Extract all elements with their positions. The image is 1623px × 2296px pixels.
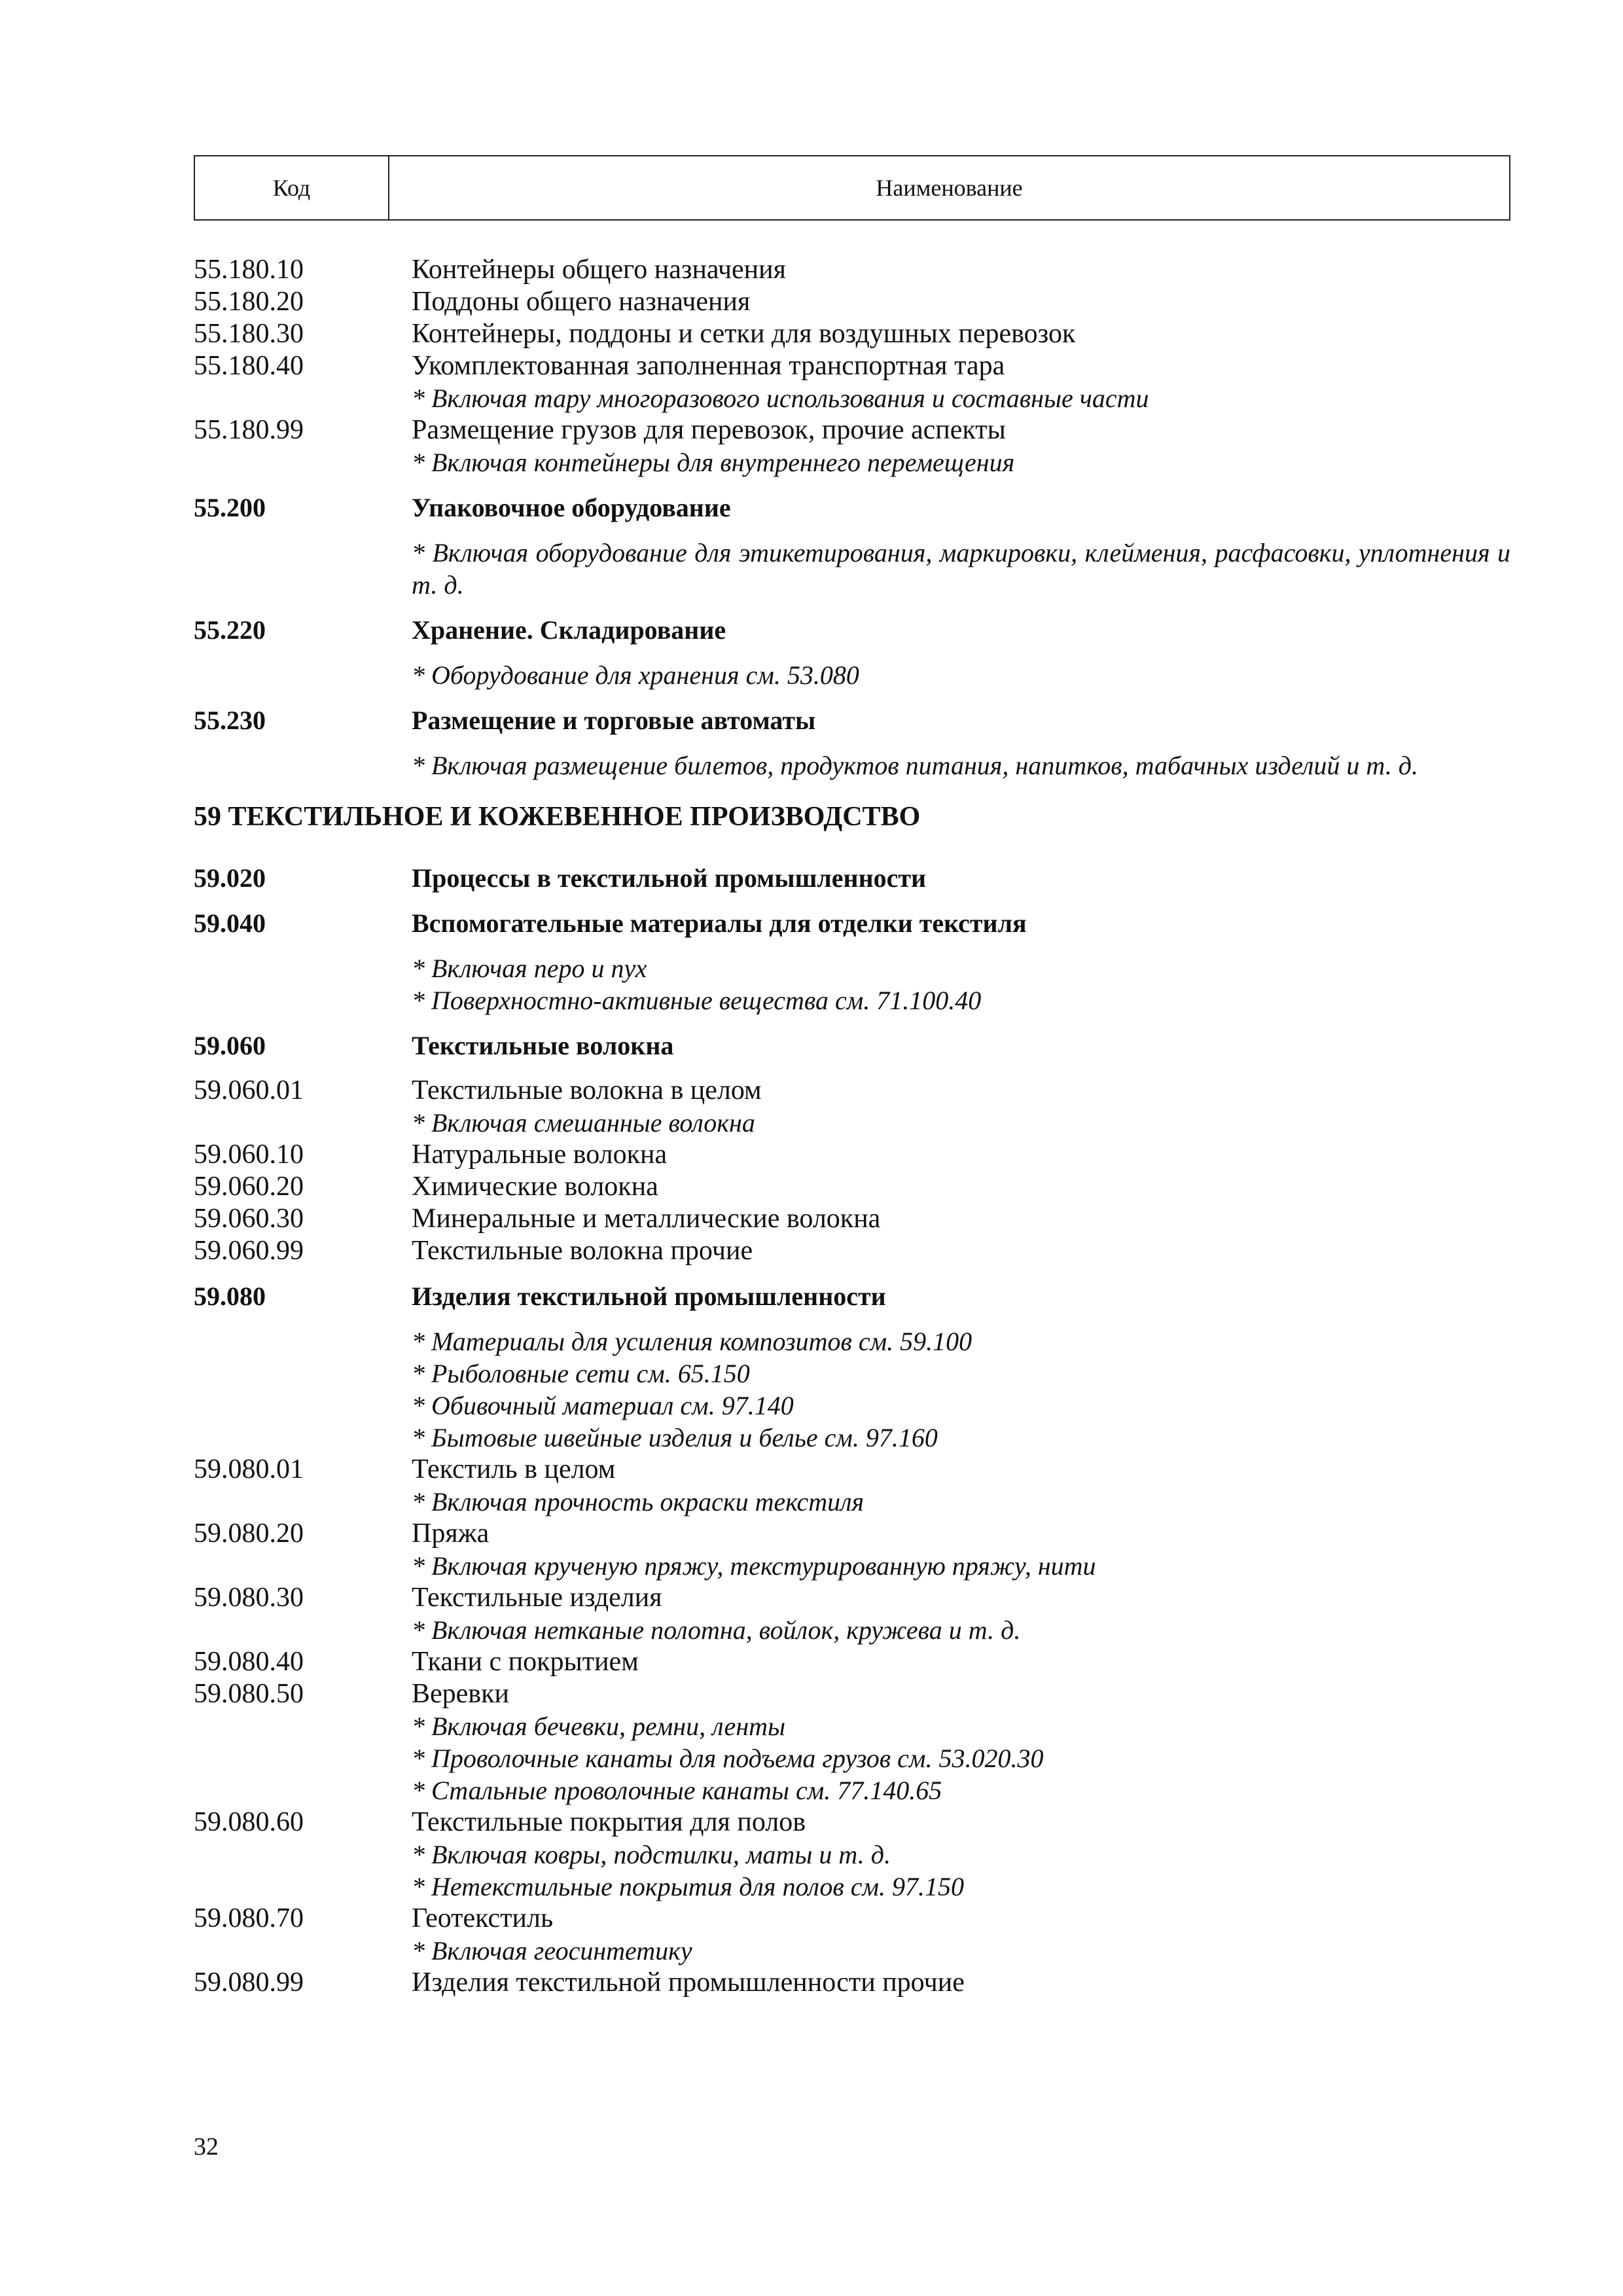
group-heading: 55.230 Размещение и торговые автоматы xyxy=(194,706,816,735)
note: * Включая бечевки, ремни, ленты xyxy=(412,1712,786,1741)
list-item: 59.080.70 Геотекстиль xyxy=(194,1903,554,1933)
note: * Оборудование для хранения см. 53.080 xyxy=(412,660,859,690)
note: * Поверхностно-активные вещества см. 71.100.40 xyxy=(412,986,982,1015)
group-heading: 55.200 Упаковочное оборудование xyxy=(194,493,731,522)
group-heading: 59.060 Текстильные волокна xyxy=(194,1031,674,1060)
note: * Включая оборудование для этикетирования, маркировки, клеймения, расфасовки, уплотнения и т. д. xyxy=(412,538,1510,600)
list-item: 59.060.30 Минеральные и металлические волокна xyxy=(194,1204,881,1234)
group-heading: 59.080 Изделия текстильной промышленности xyxy=(194,1282,886,1311)
section-title: 59 ТЕКСТИЛЬНОЕ И КОЖЕВЕННОЕ ПРОИЗВОДСТВО xyxy=(194,802,921,832)
group-heading: 55.220 Хранение. Складирование xyxy=(194,615,726,645)
note: * Включая прочность окраски текстиля xyxy=(412,1487,865,1516)
note: * Включая геосинтетику xyxy=(412,1936,692,1965)
classification-list xyxy=(194,254,1510,1999)
note: * Включая размещение билетов, продуктов питания, напитков, табачных изделий и т. д. xyxy=(412,751,1419,780)
list-item: 59.060.99 Текстильные волокна прочие xyxy=(194,1236,753,1266)
note: * Включая нетканые полотна, войлок, кружева и т. д. xyxy=(412,1615,1021,1645)
note: * Включая ковры, подстилки, маты и т. д. xyxy=(412,1840,891,1869)
note: * Включая перо и пух xyxy=(412,954,647,983)
list-item: 55.180.20 Поддоны общего назначения xyxy=(194,287,751,317)
header-name: Наименование xyxy=(876,175,1023,201)
group-heading: 59.020 Процессы в текстильной промышленности xyxy=(194,863,927,893)
note: * Нетекстильные покрытия для полов см. 97.150 xyxy=(412,1872,965,1901)
list-item: 59.080.99 Изделия текстильной промышленности прочие xyxy=(194,1967,965,1998)
note: * Материалы для усиления композитов см. 59.100 xyxy=(412,1327,972,1356)
list-item: 55.180.99 Размещение грузов для перевозок, прочие аспекты xyxy=(194,415,1006,445)
list-item: 55.180.40 Укомплектованная заполненная транспортная тара xyxy=(194,351,1005,381)
list-item: 59.080.40 Ткани с покрытием xyxy=(194,1647,639,1677)
note: * Стальные проволочные канаты см. 77.140.65 xyxy=(412,1776,942,1805)
list-item: 59.060.20 Химические волокна xyxy=(194,1172,658,1202)
note: * Обивочный материал см. 97.140 xyxy=(412,1391,794,1420)
list-item: 59.060.01 Текстильные волокна в целом xyxy=(194,1075,762,1105)
note: * Бытовые швейные изделия и белье см. 97.160 xyxy=(412,1423,938,1452)
header-code: Код xyxy=(195,156,389,219)
note: * Включая контейнеры для внутреннего перемещения xyxy=(412,448,1015,477)
page-number: 32 xyxy=(194,2133,219,2161)
group-heading: 59.040 Вспомогательные материалы для отделки текстиля xyxy=(194,908,1027,938)
note: * Рыболовные сети см. 65.150 xyxy=(412,1359,750,1388)
note: * Включая смешанные волокна xyxy=(412,1108,755,1138)
note: * Проволочные канаты для подъема грузов см. 53.020.30 xyxy=(412,1744,1044,1773)
list-item: 55.180.30 Контейнеры, поддоны и сетки для воздушных перевозок xyxy=(194,319,1076,349)
list-item: 59.080.50 Веревки xyxy=(194,1679,510,1709)
table-header xyxy=(194,155,1510,221)
note: * Включая крученую пряжу, текстурированную пряжу, нити xyxy=(412,1551,1096,1581)
list-item: 55.180.10 Контейнеры общего назначения xyxy=(194,255,786,285)
list-item: 59.060.10 Натуральные волокна xyxy=(194,1139,668,1170)
list-item: 59.080.20 Пряжа xyxy=(194,1518,490,1549)
note: * Включая тару многоразового использования и составные части xyxy=(412,384,1149,413)
list-item: 59.080.01 Текстиль в целом xyxy=(194,1454,616,1484)
list-item: 59.080.60 Текстильные покрытия для полов xyxy=(194,1807,806,1837)
list-item: 59.080.30 Текстильные изделия xyxy=(194,1583,662,1613)
